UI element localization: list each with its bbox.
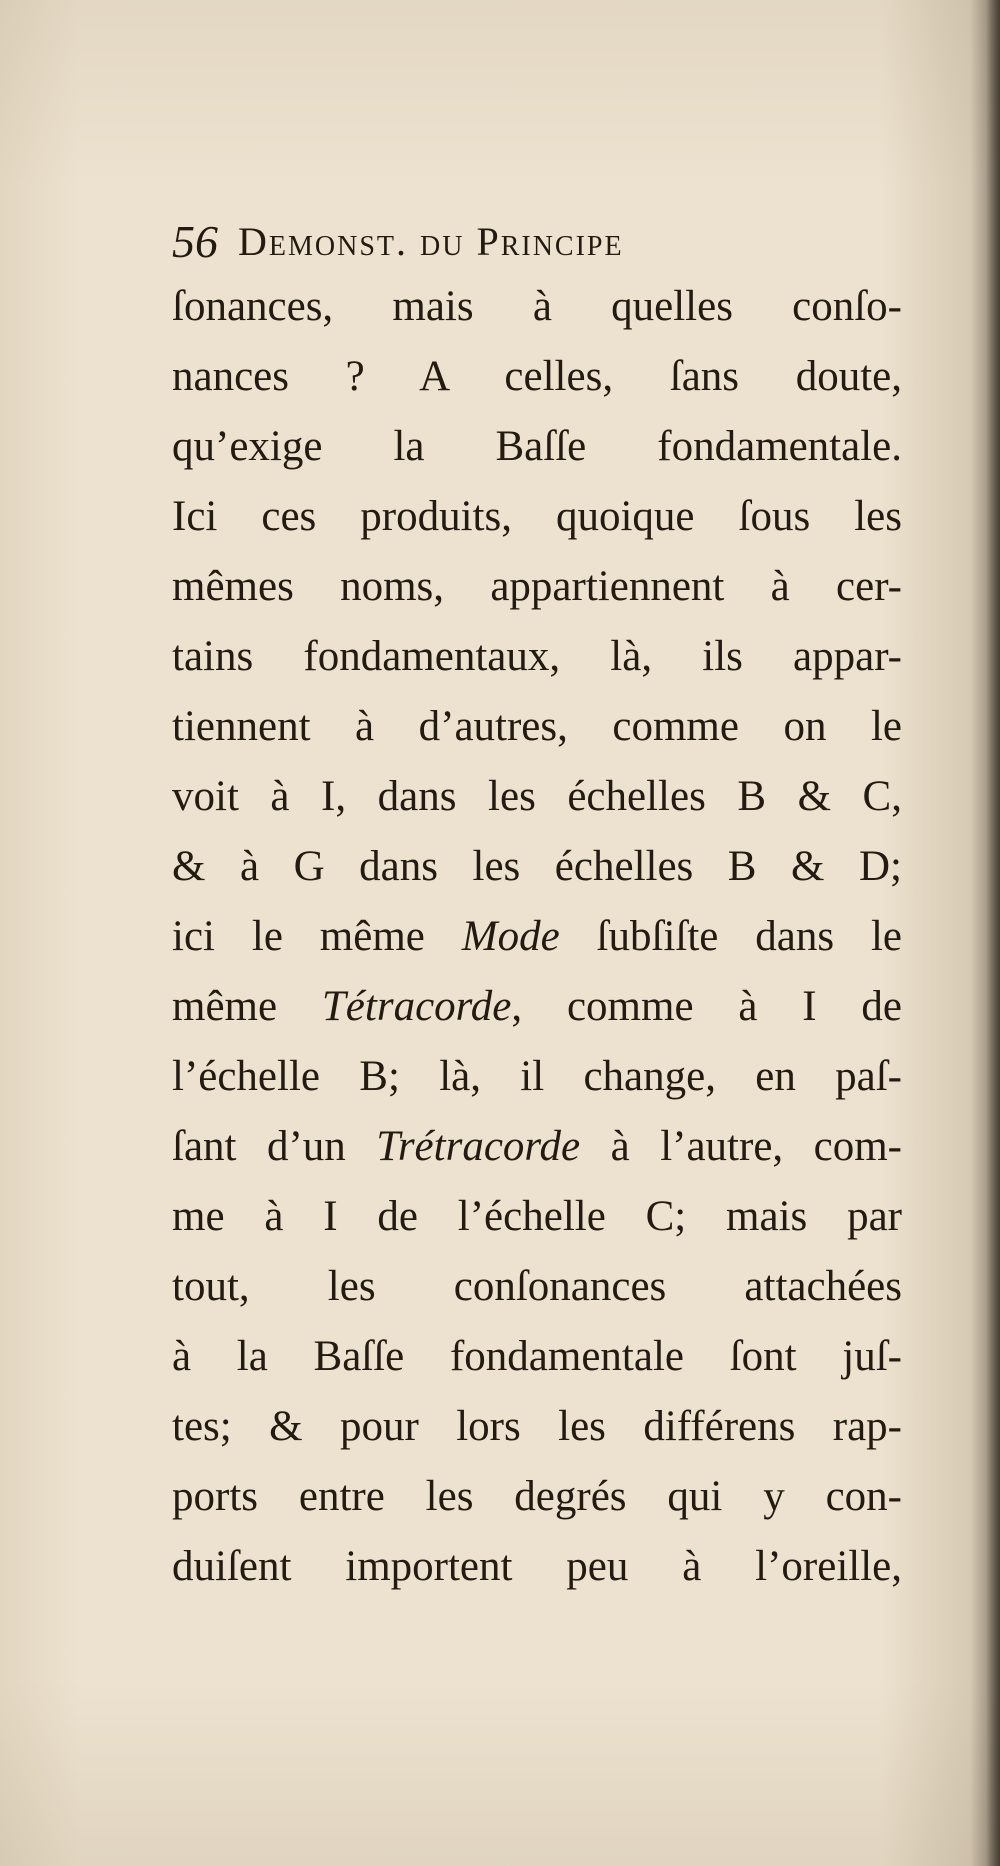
text-line xyxy=(172,622,902,692)
text-fragment: ports entre les degrés qui y con- xyxy=(172,1473,902,1520)
body-text xyxy=(172,272,902,1602)
text-fragment: mêmes noms, appartiennent à cer- xyxy=(172,563,902,610)
italic-term: Tétracorde xyxy=(321,983,512,1030)
text-line xyxy=(172,762,902,832)
text-line xyxy=(172,1532,902,1602)
text-fragment: , comme à I de xyxy=(511,983,902,1030)
text-fragment: Ici ces produits, quoique ſous les xyxy=(172,493,902,540)
text-line xyxy=(172,1462,902,1532)
text-line xyxy=(172,1252,902,1322)
text-fragment: à la Baſſe fondamentale ſont juſ- xyxy=(172,1333,902,1380)
text-fragment: ici le même xyxy=(172,913,462,960)
text-fragment: me à I de l’échelle C; mais par xyxy=(172,1193,902,1240)
text-fragment: nances ? A celles, ſans doute, xyxy=(172,353,902,400)
text-line xyxy=(172,1112,902,1182)
text-fragment: ſonances, mais à quelles conſo- xyxy=(172,283,902,330)
text-line xyxy=(172,902,902,972)
text-line xyxy=(172,342,902,412)
page-number: 56 xyxy=(172,216,218,267)
text-fragment: à l’autre, com- xyxy=(580,1123,902,1170)
text-fragment: tiennent à d’autres, comme on le xyxy=(172,703,902,750)
text-line xyxy=(172,692,902,762)
text-fragment: tains fondamentaux, là, ils appar- xyxy=(172,633,902,680)
text-fragment: ſubſiſte dans le xyxy=(559,913,902,960)
text-line xyxy=(172,1392,902,1462)
text-line xyxy=(172,972,902,1042)
text-fragment: duiſent importent peu à l’oreille, xyxy=(172,1543,902,1590)
page-edge-shadow xyxy=(986,0,1000,1866)
text-line xyxy=(172,1182,902,1252)
text-line xyxy=(172,272,902,342)
text-fragment: même xyxy=(172,983,322,1030)
text-line xyxy=(172,412,902,482)
italic-term: Mode xyxy=(461,913,560,960)
running-head: Demonst. du Principe xyxy=(238,219,624,264)
text-fragment: qu’exige la Baſſe fondamentale. xyxy=(172,423,902,470)
text-line xyxy=(172,1322,902,1392)
text-fragment: voit à I, dans les échelles B & C, xyxy=(172,773,902,820)
text-line xyxy=(172,1042,902,1112)
page-header xyxy=(172,212,812,272)
text-fragment: tes; & pour lors les différens rap- xyxy=(172,1403,902,1450)
text-line xyxy=(172,832,902,902)
text-fragment: ſant d’un xyxy=(172,1123,377,1170)
text-fragment: & à G dans les échelles B & D; xyxy=(172,843,902,890)
text-line xyxy=(172,552,902,622)
text-fragment: tout, les conſonances attachées xyxy=(172,1263,902,1310)
text-fragment: l’échelle B; là, il change, en paſ- xyxy=(172,1053,902,1100)
italic-term: Trétracorde xyxy=(376,1123,581,1170)
text-line xyxy=(172,482,902,552)
